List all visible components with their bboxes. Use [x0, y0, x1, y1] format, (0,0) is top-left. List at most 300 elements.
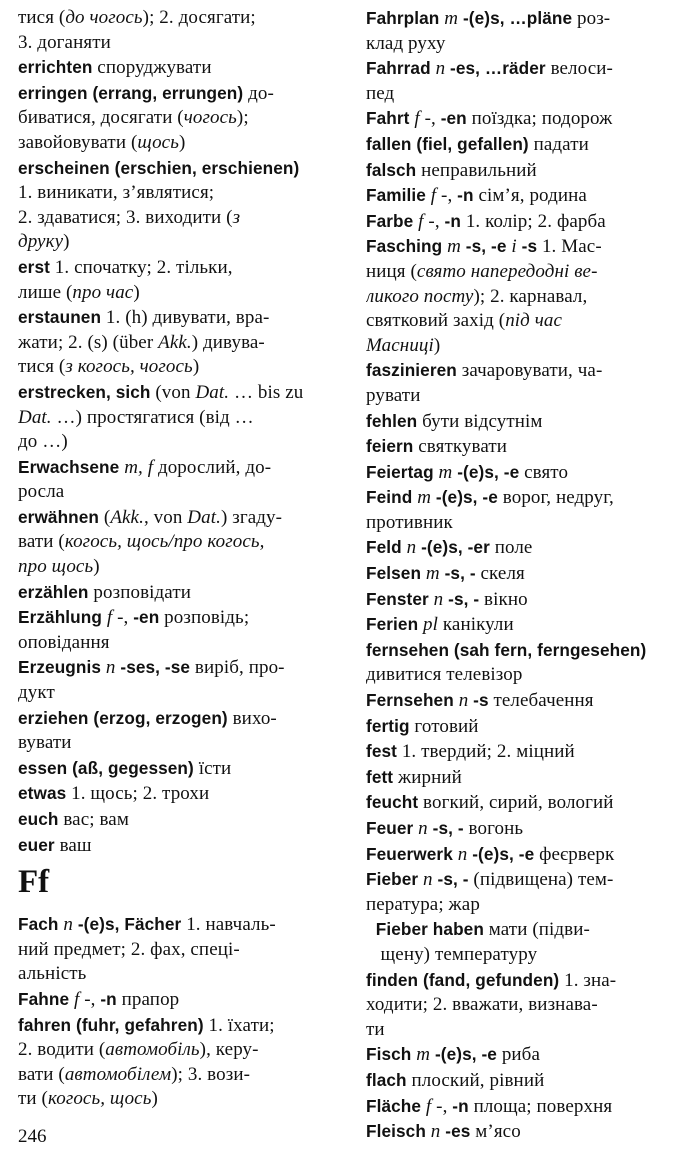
headword-text: Erzeugnis — [18, 657, 102, 678]
dictionary-line — [18, 430, 343, 455]
headword-text: erstrecken, sich — [18, 381, 151, 402]
headword-text: Fläche — [366, 1095, 422, 1116]
dictionary-line — [18, 1013, 343, 1039]
italic-text: n — [433, 588, 444, 610]
italic-text: ликого посту — [366, 285, 474, 307]
plain-text: ) — [151, 1088, 158, 1110]
italic-text: m — [444, 8, 459, 29]
italic-text: f — [414, 108, 420, 130]
plain-text: жати; 2. (s) (über — [18, 331, 159, 353]
italic-text: i — [511, 236, 517, 258]
plain-text: вікно — [479, 588, 528, 610]
plain-text: ) дивува- — [191, 331, 265, 353]
dictionary-line — [18, 655, 343, 681]
dictionary-line — [18, 1063, 343, 1088]
dictionary-line — [366, 309, 684, 334]
italic-text: під час — [505, 310, 563, 332]
headword-text: Fenster — [366, 588, 429, 609]
plain-text: ) — [93, 556, 100, 578]
headword-text: feucht — [366, 792, 419, 813]
dictionary-line — [366, 968, 684, 994]
headword-text: -(e)s, -e — [434, 1044, 497, 1065]
headword-text: Fahrt — [366, 108, 410, 129]
headword-text: Fernsehen — [366, 690, 454, 711]
dictionary-line — [366, 816, 684, 842]
dictionary-line — [366, 183, 684, 209]
headword-text: euer — [18, 834, 55, 855]
dictionary-line — [366, 587, 684, 613]
dictionary-line — [18, 938, 343, 963]
headword-text: Feind — [366, 487, 413, 508]
dictionary-line — [18, 605, 343, 631]
dictionary-line — [18, 31, 343, 56]
plain-text: оповідання — [18, 631, 110, 653]
plain-text: виріб, про- — [190, 657, 285, 679]
headword-text: -s, - — [437, 869, 469, 890]
dictionary-line — [366, 688, 684, 714]
headword-text: flach — [366, 1069, 407, 1090]
plain-text: щену) температуру — [366, 943, 538, 965]
italic-text: з — [232, 206, 241, 228]
dictionary-line — [366, 842, 684, 868]
dictionary-line — [18, 833, 343, 859]
right-column — [366, 6, 684, 1145]
italic-text: автомобілем — [64, 1063, 172, 1085]
dictionary-line — [366, 334, 684, 359]
italic-text: щось — [137, 131, 179, 153]
plain-text: противник — [366, 511, 453, 533]
italic-text: f — [425, 1095, 432, 1117]
italic-text: f — [73, 988, 80, 1010]
dictionary-line — [18, 480, 343, 505]
plain-text: -, — [112, 607, 134, 629]
dictionary-line — [18, 6, 343, 31]
plain-text: розповідати — [88, 581, 191, 603]
italic-text: автомобіль — [105, 1039, 200, 1061]
dictionary-line — [366, 158, 684, 184]
italic-text: n — [435, 58, 446, 80]
dictionary-line — [18, 580, 343, 606]
headword-text: -s, - — [432, 818, 464, 838]
dictionary-line — [366, 663, 684, 688]
plain-text: ворог, недруг, — [497, 487, 614, 509]
headword-text: Fahne — [18, 988, 70, 1009]
headword-text: fett — [366, 766, 394, 787]
italic-text: f — [430, 185, 437, 207]
plain-text: розповідь; — [159, 607, 250, 629]
plain-text: лише ( — [18, 281, 73, 303]
plain-text: вихо- — [227, 707, 277, 729]
headword-text: -n — [100, 988, 117, 1009]
plain-text: 1. щось; 2. трохи — [66, 783, 210, 805]
dictionary-line — [366, 739, 684, 765]
left-entries-after-heading — [18, 912, 343, 1112]
headword-text: -n — [452, 1095, 469, 1116]
dictionary-line — [366, 893, 684, 918]
headword-text: faszinieren — [366, 360, 457, 381]
plain-text: дорослий, до- — [153, 456, 272, 478]
plain-text: поїздка; подорож — [466, 108, 613, 130]
plain-text: 1. їхати; — [203, 1014, 275, 1036]
dictionary-line — [366, 1119, 684, 1145]
plain-text: 1. навчаль- — [181, 914, 276, 936]
headword-text: fehlen — [366, 410, 418, 431]
headword-text: -n — [457, 185, 474, 206]
plain-text: тися ( — [18, 7, 66, 28]
plain-text: святковий захід ( — [366, 310, 506, 332]
italic-text: pl — [423, 614, 439, 636]
dictionary-line — [366, 612, 684, 638]
dictionary-line — [18, 156, 343, 182]
headword-text: etwas — [18, 783, 67, 804]
plain-text: прапор — [116, 988, 180, 1010]
plain-text: (von — [150, 381, 196, 403]
headword-text: Erzählung — [18, 607, 102, 628]
dictionary-line — [18, 731, 343, 756]
plain-text: пература; жар — [366, 893, 480, 915]
plain-text: площа; поверхня — [468, 1095, 613, 1117]
italic-text: про щось — [18, 556, 94, 578]
dictionary-line — [18, 756, 343, 782]
plain-text: тися ( — [18, 356, 66, 378]
plain-text: ) — [192, 356, 200, 378]
dictionary-line — [18, 1087, 343, 1112]
italic-text: m — [447, 236, 461, 258]
italic-text: n — [430, 1121, 441, 1143]
dictionary-line — [366, 132, 684, 158]
italic-text: про час — [72, 281, 134, 303]
dictionary-line — [18, 255, 343, 281]
plain-text: -, — [423, 210, 445, 232]
italic-text: n — [457, 843, 468, 865]
plain-text: святкувати — [413, 436, 508, 458]
plain-text: , von — [143, 506, 188, 528]
plain-text: до …) — [18, 431, 68, 453]
italic-text: n — [418, 818, 428, 839]
plain-text: готовий — [409, 715, 479, 737]
dictionary-line — [366, 917, 684, 943]
dictionary-line — [18, 706, 343, 732]
dictionary-line — [18, 505, 343, 531]
italic-text: n — [423, 869, 433, 891]
plain-text: ходити; 2. вважати, визнава- — [366, 994, 598, 1016]
dictionary-line — [18, 106, 343, 131]
headword-text: erstaunen — [18, 307, 102, 328]
dictionary-line — [366, 1068, 684, 1094]
headword-text: -(e)s, -e — [457, 461, 520, 482]
plain-text: вогонь — [463, 818, 524, 839]
headword-text: Familie — [366, 185, 426, 206]
plain-text: вас; вам — [58, 809, 129, 830]
headword-text: erringen (errang, errungen) — [18, 82, 244, 103]
plain-text: споруджувати — [92, 57, 212, 79]
dictionary-line — [18, 455, 343, 481]
headword-text: -es — [445, 1121, 471, 1142]
dictionary-line — [366, 1018, 684, 1043]
plain-text: вати ( — [18, 1063, 65, 1085]
dictionary-line — [366, 460, 684, 486]
headword-text: -ses, -se — [120, 657, 191, 678]
plain-text: ( — [99, 506, 111, 528]
plain-text: феєрверк — [534, 843, 615, 865]
plain-text: ниця ( — [366, 260, 417, 282]
headword-text: Feiertag — [366, 461, 434, 482]
italic-text: n — [406, 537, 417, 559]
dictionary-line — [18, 331, 343, 356]
plain-text: м’ясо — [470, 1121, 521, 1143]
italic-text: когось, щось — [47, 1088, 152, 1110]
plain-text: до- — [243, 82, 274, 104]
plain-text: 1. виникати, з’являтися; — [18, 182, 215, 204]
italic-text: f — [106, 607, 113, 629]
plain-text: свято — [519, 461, 569, 483]
italic-text: Dat. — [187, 506, 221, 528]
plain-text: -, — [419, 108, 441, 130]
headword-text: -(e)s, -er — [421, 537, 490, 558]
headword-text: euch — [18, 809, 59, 829]
italic-text: n — [63, 914, 73, 936]
plain-text: сім’я, родина — [473, 185, 587, 207]
headword-text: Fisch — [366, 1044, 412, 1065]
dictionary-line — [366, 993, 684, 1018]
dictionary-line — [18, 281, 343, 306]
headword-text: -(e)s, -e — [472, 843, 535, 864]
dictionary-line — [366, 260, 684, 285]
plain-text: росла — [18, 481, 65, 503]
dictionary-line — [366, 638, 684, 664]
dictionary-line — [366, 409, 684, 435]
plain-text: дивитися телевізор — [366, 664, 523, 686]
plain-text: 1. (h) дивувати, вра- — [101, 307, 270, 329]
headword-text: -en — [133, 607, 160, 628]
plain-text: -, — [431, 1095, 453, 1117]
italic-text: f — [418, 210, 424, 232]
italic-text: до чогось — [65, 7, 143, 28]
plain-text: скеля — [475, 563, 525, 585]
section-heading: Ff — [18, 864, 50, 901]
plain-text: зачаровувати, ча- — [456, 360, 603, 382]
headword-text: finden (fand, gefunden) — [366, 969, 560, 990]
plain-text: 1. твердий; 2. міцний — [396, 741, 575, 763]
dictionary-line — [18, 81, 343, 107]
dictionary-line — [366, 765, 684, 791]
headword-text: fahren (fuhr, gefahren) — [18, 1014, 204, 1035]
dictionary-line — [18, 181, 343, 206]
dictionary-line — [18, 530, 343, 555]
italic-text: Dat. — [18, 406, 52, 428]
plain-text: дукт — [18, 682, 55, 704]
plain-text: 1. спочатку; 2. тільки, — [49, 256, 233, 278]
dictionary-line — [366, 234, 684, 260]
dictionary-line — [366, 1094, 684, 1120]
dictionary-line — [18, 681, 343, 706]
headword-text: fallen (fiel, gefallen) — [366, 133, 529, 154]
plain-text: їсти — [193, 757, 232, 779]
plain-text: вати ( — [18, 531, 65, 553]
plain-text: ) — [178, 131, 186, 153]
italic-text: свято напередодні ве- — [416, 260, 598, 282]
dictionary-line — [366, 867, 684, 893]
italic-text: n — [458, 690, 469, 712]
plain-text: ти — [366, 1018, 385, 1040]
plain-text: 2. водити ( — [18, 1039, 106, 1061]
headword-text: Feuerwerk — [366, 843, 453, 864]
italic-text: m — [438, 461, 453, 483]
italic-text: з когось, чогось — [65, 356, 193, 378]
headword-text: Fahrplan — [366, 8, 440, 28]
plain-text: 1. зна- — [559, 969, 617, 991]
headword-text: -n — [444, 210, 461, 231]
dictionary-line — [18, 206, 343, 231]
plain-text: канікули — [438, 614, 514, 636]
dictionary-line — [366, 714, 684, 740]
dictionary-line — [366, 6, 684, 32]
dictionary-line — [366, 511, 684, 536]
dictionary-line — [18, 55, 343, 81]
headword-text: -s — [473, 690, 489, 711]
plain-text: … bis zu — [229, 381, 304, 403]
plain-text: клад руху — [366, 32, 446, 54]
headword-text: Felsen — [366, 563, 422, 584]
plain-text: поле — [489, 537, 533, 559]
dictionary-line — [18, 987, 343, 1013]
dictionary-line — [366, 485, 684, 511]
dictionary-line — [18, 131, 343, 156]
dictionary-line — [366, 561, 684, 587]
plain-text: ), керу- — [199, 1039, 259, 1061]
italic-text: m — [416, 1044, 431, 1066]
dictionary-line — [366, 943, 684, 968]
left-entries — [18, 6, 343, 858]
dictionary-line — [366, 790, 684, 816]
plain-text: ) згаду- — [220, 506, 283, 528]
plain-text: …) простягатися (від … — [51, 406, 254, 428]
headword-text: fest — [366, 741, 397, 762]
plain-text: 1. Мас- — [537, 236, 602, 258]
headword-text: erst — [18, 256, 50, 277]
headword-text: erwähnen — [18, 506, 100, 527]
dictionary-line — [18, 781, 343, 807]
headword-text: essen (aß, gegessen) — [18, 757, 194, 778]
plain-text: риба — [496, 1044, 540, 1066]
italic-text: Akk. — [110, 506, 144, 528]
italic-text: m — [417, 487, 432, 509]
headword-text: Feuer — [366, 818, 414, 838]
italic-text: друку — [18, 231, 64, 253]
headword-text: erzählen — [18, 581, 89, 602]
italic-text: n — [105, 657, 116, 679]
italic-text: m — [425, 563, 440, 585]
headword-text: -(e)s, …pläne — [462, 8, 573, 28]
dictionary-line — [18, 406, 343, 431]
plain-text: велоси- — [545, 58, 613, 80]
dictionary-line — [18, 962, 343, 987]
headword-text: -(e)s, Fächer — [77, 914, 182, 935]
italic-text: когось, щось/про когось, — [64, 531, 265, 553]
headword-text: Fahrrad — [366, 58, 431, 79]
plain-text: плоский, рівний — [406, 1069, 545, 1091]
headword-text: -es, …räder — [450, 58, 546, 79]
dictionary-line — [18, 912, 343, 938]
dictionary-line — [18, 380, 343, 406]
headword-text: -s, -e — [465, 236, 507, 257]
headword-text: Feld — [366, 537, 402, 558]
plain-text: ); 3. вози- — [171, 1063, 251, 1085]
plain-text: биватися, досягати ( — [18, 107, 184, 129]
italic-text: Масниці — [366, 334, 434, 356]
plain-text: ); 2. карнавал, — [473, 285, 588, 307]
dictionary-line — [366, 1042, 684, 1068]
headword-text: fertig — [366, 715, 410, 736]
dictionary-line — [18, 230, 343, 255]
dictionary-line — [366, 434, 684, 460]
dictionary-line — [366, 82, 684, 107]
headword-text: Fasching — [366, 236, 443, 257]
plain-text: мати (підви- — [483, 919, 590, 941]
headword-text: erziehen (erzog, erzogen) — [18, 707, 228, 728]
plain-text: телебачення — [488, 690, 594, 712]
dictionary-line — [18, 555, 343, 580]
plain-text: 2. здаватися; 3. виходити ( — [18, 206, 233, 228]
headword-text: falsch — [366, 159, 417, 180]
plain-text: ) — [63, 231, 70, 253]
plain-text: пед — [366, 82, 395, 104]
plain-text: падати — [528, 133, 589, 155]
plain-text: завойовувати ( — [18, 131, 138, 153]
headword-text: Fieber — [366, 869, 419, 890]
plain-text: ваш — [54, 834, 92, 856]
headword-text: Fleisch — [366, 1121, 426, 1142]
headword-text: Fieber haben — [366, 919, 484, 940]
dictionary-line — [366, 535, 684, 561]
headword-text: fernsehen (sah fern, ferngesehen) — [366, 639, 647, 660]
dictionary-line — [18, 807, 343, 833]
headword-text: feiern — [366, 436, 414, 457]
headword-text: Erwachsene — [18, 456, 120, 477]
dictionary-line — [18, 1038, 343, 1063]
headword-text: Farbe — [366, 210, 414, 231]
dictionary-line — [366, 384, 684, 409]
headword-text: Fach — [18, 914, 59, 935]
italic-text: m, f — [124, 456, 154, 478]
plain-text: (підвищена) тем- — [468, 869, 614, 891]
headword-text: erscheinen (erschien, erschienen) — [18, 157, 300, 178]
plain-text: 1. колір; 2. фарба — [460, 210, 606, 232]
plain-text: вогкий, сирий, вологий — [418, 792, 614, 814]
plain-text: жирний — [393, 766, 462, 788]
headword-text: -en — [440, 108, 467, 129]
plain-text: -, — [79, 988, 101, 1010]
italic-text: Dat. — [195, 381, 230, 403]
plain-text: 3. доганяти — [18, 31, 111, 53]
right-entries — [366, 6, 684, 1145]
dictionary-line — [366, 32, 684, 57]
plain-text: ти ( — [18, 1088, 48, 1110]
headword-text: errichten — [18, 57, 93, 78]
dictionary-line — [366, 358, 684, 384]
page-number: 246 — [18, 1126, 47, 1147]
plain-text: ний предмет; 2. фах, спеці- — [18, 938, 240, 960]
italic-text: Akk. — [158, 331, 192, 353]
italic-text: чогось — [183, 107, 237, 129]
plain-text: -, — [436, 185, 458, 207]
plain-text: ) — [133, 281, 140, 303]
plain-text: ); 2. досягати; — [142, 7, 256, 28]
dictionary-line — [366, 285, 684, 310]
headword-text: -s, - — [444, 563, 476, 584]
headword-text: -s, - — [448, 588, 480, 609]
dictionary-line — [18, 305, 343, 331]
